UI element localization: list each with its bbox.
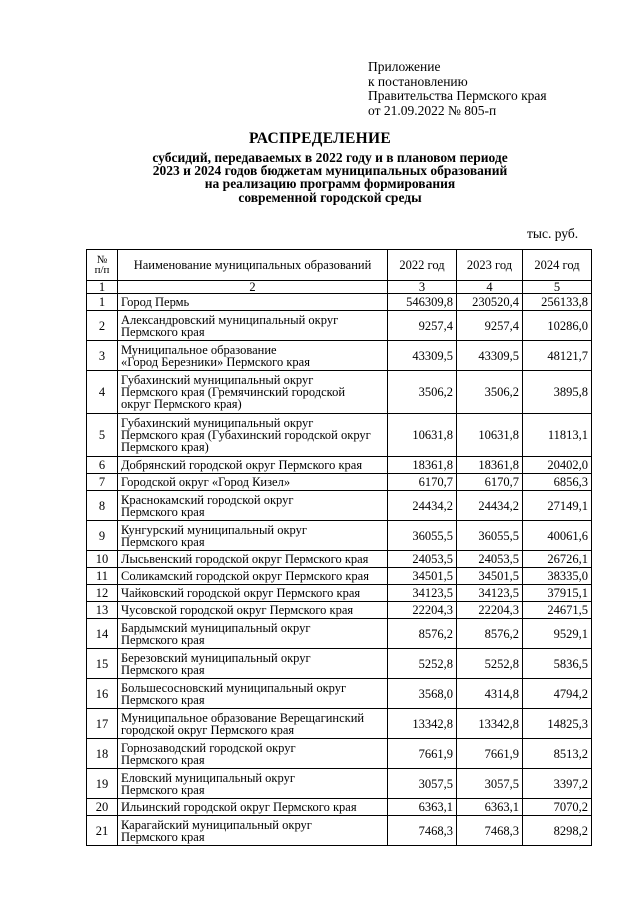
column-index-row bbox=[87, 281, 592, 294]
appendix-line: от 21.09.2022 № 805-п bbox=[368, 102, 497, 118]
row-number: 9 bbox=[87, 521, 118, 551]
amount-2023: 3506,2 bbox=[457, 371, 523, 414]
amount-2023: 5252,8 bbox=[457, 649, 523, 679]
municipality-name: Александровский муниципальный округ Пермского края bbox=[118, 311, 388, 341]
row-number: 7 bbox=[87, 474, 118, 491]
table-row bbox=[87, 602, 592, 619]
row-number: 3 bbox=[87, 341, 118, 371]
column-header-name: Наименование муниципальных образований bbox=[118, 250, 388, 281]
amount-2022: 3568,0 bbox=[388, 679, 457, 709]
municipality-name: Горнозаводский городской округ Пермского края bbox=[118, 739, 388, 769]
table-row bbox=[87, 521, 592, 551]
subtitle-line: на реализацию программ формирования bbox=[204, 176, 456, 192]
row-number: 8 bbox=[87, 491, 118, 521]
municipality-name: Еловский муниципальный округ Пермского края bbox=[118, 769, 388, 799]
municipality-name: Соликамский городской округ Пермского края bbox=[118, 568, 388, 585]
amount-2022: 24053,5 bbox=[388, 551, 457, 568]
column-header-2023: 2023 год bbox=[457, 250, 523, 281]
row-number: 21 bbox=[87, 816, 118, 846]
table-row bbox=[87, 474, 592, 491]
amount-2022: 13342,8 bbox=[388, 709, 457, 739]
table-row bbox=[87, 679, 592, 709]
appendix-line: Приложение bbox=[368, 59, 441, 74]
municipality-name: Добрянский городской округ Пермского края bbox=[118, 457, 388, 474]
amount-2024: 40061,6 bbox=[523, 521, 592, 551]
row-number: 4 bbox=[87, 371, 118, 414]
table-row bbox=[87, 739, 592, 769]
row-number: 11 bbox=[87, 568, 118, 585]
row-number: 20 bbox=[87, 799, 118, 816]
municipality-name: Ильинский городской округ Пермского края bbox=[118, 799, 388, 816]
amount-2024: 6856,3 bbox=[523, 474, 592, 491]
municipality-name: Городской округ «Город Кизел» bbox=[118, 474, 388, 491]
amount-2022: 3057,5 bbox=[388, 769, 457, 799]
amount-2024: 9529,1 bbox=[523, 619, 592, 649]
amount-2022: 3506,2 bbox=[388, 371, 457, 414]
amount-2022: 10631,8 bbox=[388, 414, 457, 457]
amount-2024: 3397,2 bbox=[523, 769, 592, 799]
row-number: 18 bbox=[87, 739, 118, 769]
row-number: 17 bbox=[87, 709, 118, 739]
column-header-2024: 2024 год bbox=[523, 250, 592, 281]
municipality-name: Бардымский муниципальный округ Пермского края bbox=[118, 619, 388, 649]
amount-2022: 34123,5 bbox=[388, 585, 457, 602]
amount-2024: 8513,2 bbox=[523, 739, 592, 769]
column-header-2022: 2022 год bbox=[388, 250, 457, 281]
amount-2024: 10286,0 bbox=[523, 311, 592, 341]
amount-2022: 6170,7 bbox=[388, 474, 457, 491]
table-row bbox=[87, 294, 592, 311]
amount-2022: 8576,2 bbox=[388, 619, 457, 649]
amount-2022: 5252,8 bbox=[388, 649, 457, 679]
column-index: 4 bbox=[457, 281, 523, 294]
amount-2023: 13342,8 bbox=[457, 709, 523, 739]
row-number: 2 bbox=[87, 311, 118, 341]
amount-2024: 27149,1 bbox=[523, 491, 592, 521]
amount-2023: 6363,1 bbox=[457, 799, 523, 816]
amount-2024: 38335,0 bbox=[523, 568, 592, 585]
amount-2023: 8576,2 bbox=[457, 619, 523, 649]
amount-2023: 34501,5 bbox=[457, 568, 523, 585]
amount-2022: 22204,3 bbox=[388, 602, 457, 619]
amount-2022: 36055,5 bbox=[388, 521, 457, 551]
municipality-name: Чусовской городской округ Пермского края bbox=[118, 602, 388, 619]
table-row bbox=[87, 371, 592, 414]
municipality-name: Краснокамский городской округ Пермского края bbox=[118, 491, 388, 521]
row-number: 12 bbox=[87, 585, 118, 602]
municipality-name: Муниципальное образование «Город Березники» Пермского края bbox=[118, 341, 388, 371]
column-header-number: № п/п bbox=[87, 250, 118, 281]
amount-2022: 18361,8 bbox=[388, 457, 457, 474]
row-number: 6 bbox=[87, 457, 118, 474]
amount-2022: 7661,9 bbox=[388, 739, 457, 769]
amount-2022: 24434,2 bbox=[388, 491, 457, 521]
table-row bbox=[87, 649, 592, 679]
table-row bbox=[87, 568, 592, 585]
table-body bbox=[87, 294, 592, 846]
table-row bbox=[87, 709, 592, 739]
row-number: 16 bbox=[87, 679, 118, 709]
table-row bbox=[87, 769, 592, 799]
amount-2023: 7661,9 bbox=[457, 739, 523, 769]
municipality-name: Город Пермь bbox=[118, 294, 388, 311]
municipality-name: Губахинский муниципальный округ Пермского края (Гремячинский городской округ Пермского края) bbox=[118, 371, 388, 414]
amount-2024: 11813,1 bbox=[523, 414, 592, 457]
amount-2022: 9257,4 bbox=[388, 311, 457, 341]
amount-2023: 10631,8 bbox=[457, 414, 523, 457]
subtitle-line: современной городской среды bbox=[238, 189, 422, 205]
appendix-block bbox=[368, 60, 547, 118]
amount-2022: 6363,1 bbox=[388, 799, 457, 816]
row-number: 10 bbox=[87, 551, 118, 568]
amount-2024: 8298,2 bbox=[523, 816, 592, 846]
table-row bbox=[87, 311, 592, 341]
municipality-name: Карагайский муниципальный округ Пермского края bbox=[118, 816, 388, 846]
row-number: 15 bbox=[87, 649, 118, 679]
table-row bbox=[87, 619, 592, 649]
municipality-name: Губахинский муниципальный округ Пермского края (Губахинский городской округ Пермского края) bbox=[118, 414, 388, 457]
document-subtitle bbox=[120, 151, 540, 204]
amount-2024: 24671,5 bbox=[523, 602, 592, 619]
amount-2023: 3057,5 bbox=[457, 769, 523, 799]
amount-2022: 7468,3 bbox=[388, 816, 457, 846]
municipality-name: Березовский муниципальный округ Пермского края bbox=[118, 649, 388, 679]
subsidy-table bbox=[86, 249, 592, 846]
amount-2023: 22204,3 bbox=[457, 602, 523, 619]
table-row bbox=[87, 457, 592, 474]
table-row bbox=[87, 414, 592, 457]
subtitle-line: субсидий, передаваемых в 2022 году и в плановом периоде bbox=[152, 150, 508, 165]
table-row bbox=[87, 341, 592, 371]
row-number: 1 bbox=[87, 294, 118, 311]
amount-2023: 4314,8 bbox=[457, 679, 523, 709]
row-number: 14 bbox=[87, 619, 118, 649]
column-index: 5 bbox=[523, 281, 592, 294]
amount-2022: 43309,5 bbox=[388, 341, 457, 371]
amount-2024: 48121,7 bbox=[523, 341, 592, 371]
amount-2023: 7468,3 bbox=[457, 816, 523, 846]
amount-2022: 546309,8 bbox=[388, 294, 457, 311]
amount-2024: 3895,8 bbox=[523, 371, 592, 414]
amount-2023: 6170,7 bbox=[457, 474, 523, 491]
amount-2024: 7070,2 bbox=[523, 799, 592, 816]
appendix-line: Правительства Пермского края bbox=[368, 88, 547, 103]
amount-2023: 36055,5 bbox=[457, 521, 523, 551]
document-title: РАСПРЕДЕЛЕНИЕ bbox=[249, 130, 391, 147]
municipality-name: Муниципальное образование Верещагинский городской округ Пермского края bbox=[118, 709, 388, 739]
amount-2023: 18361,8 bbox=[457, 457, 523, 474]
amount-2023: 24434,2 bbox=[457, 491, 523, 521]
table-row bbox=[87, 551, 592, 568]
municipality-name: Большесосновский муниципальный округ Пермского края bbox=[118, 679, 388, 709]
units-label: тыс. руб. bbox=[527, 226, 579, 241]
table-row bbox=[87, 491, 592, 521]
row-number: 13 bbox=[87, 602, 118, 619]
amount-2024: 4794,2 bbox=[523, 679, 592, 709]
table-row bbox=[87, 799, 592, 816]
column-index: 2 bbox=[118, 281, 388, 294]
column-index: 3 bbox=[388, 281, 457, 294]
municipality-name: Кунгурский муниципальный округ Пермского края bbox=[118, 521, 388, 551]
row-number: 5 bbox=[87, 414, 118, 457]
amount-2023: 24053,5 bbox=[457, 551, 523, 568]
appendix-line: к постановлению bbox=[368, 73, 468, 89]
subtitle-line: 2023 и 2024 годов бюджетам муниципальных образований bbox=[152, 163, 508, 179]
amount-2023: 43309,5 bbox=[457, 341, 523, 371]
amount-2023: 230520,4 bbox=[457, 294, 523, 311]
amount-2024: 37915,1 bbox=[523, 585, 592, 602]
municipality-name: Лысьвенский городской округ Пермского края bbox=[118, 551, 388, 568]
amount-2023: 34123,5 bbox=[457, 585, 523, 602]
table-row bbox=[87, 585, 592, 602]
row-number: 19 bbox=[87, 769, 118, 799]
amount-2023: 9257,4 bbox=[457, 311, 523, 341]
amount-2022: 34501,5 bbox=[388, 568, 457, 585]
table-header-row bbox=[87, 250, 592, 281]
amount-2024: 20402,0 bbox=[523, 457, 592, 474]
amount-2024: 256133,8 bbox=[523, 294, 592, 311]
amount-2024: 14825,3 bbox=[523, 709, 592, 739]
amount-2024: 26726,1 bbox=[523, 551, 592, 568]
amount-2024: 5836,5 bbox=[523, 649, 592, 679]
municipality-name: Чайковский городской округ Пермского края bbox=[118, 585, 388, 602]
table-row bbox=[87, 816, 592, 846]
column-index: 1 bbox=[87, 281, 118, 294]
